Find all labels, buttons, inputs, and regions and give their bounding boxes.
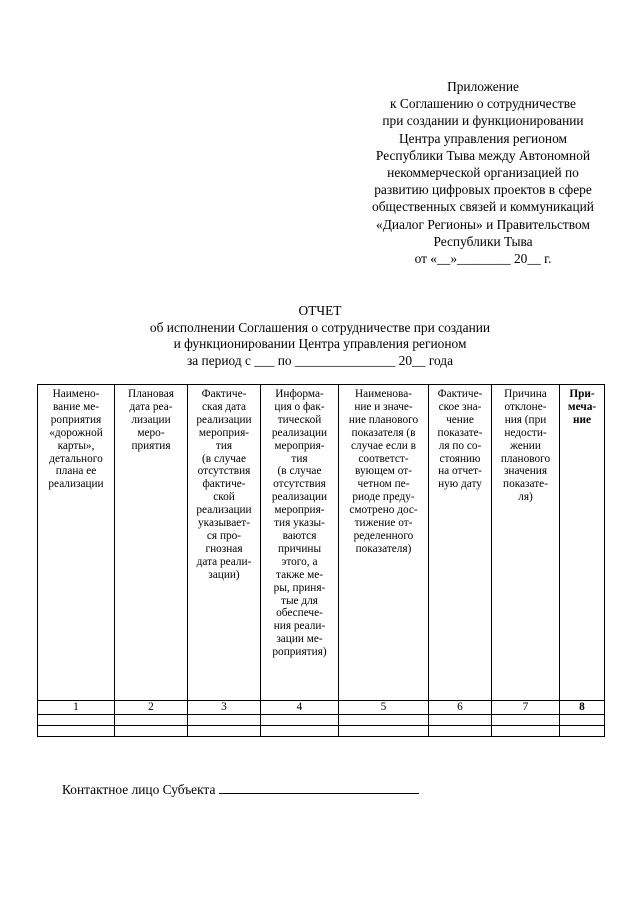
appendix-date-line: от «__»________ 20__ г. <box>414 251 552 267</box>
table-cell <box>188 715 261 726</box>
column-number: 2 <box>115 701 188 715</box>
table-cell <box>429 715 492 726</box>
header-cell-planned-date <box>115 385 188 701</box>
table-cell <box>339 715 429 726</box>
table-cell <box>261 726 339 737</box>
header-cell-note <box>560 385 605 701</box>
appendix-line: при создании и функционировании <box>382 113 584 129</box>
table-cell <box>492 726 560 737</box>
appendix-line: Центра управления регионом <box>399 130 567 146</box>
header-text: При- меча- ние <box>567 388 597 426</box>
header-text: Фактиче- ское зна- чение показате- ля по со- стоянию на отчет- ную дату <box>437 388 483 491</box>
table-empty-row <box>38 726 605 737</box>
appendix-line: общественных связей и коммуникаций <box>372 199 594 215</box>
appendix-line: некоммерческой организацией по <box>387 165 579 181</box>
table-cell <box>38 726 115 737</box>
appendix-line: Приложение <box>447 79 519 94</box>
report-subtitle-line: и функционировании Центра управления регионом <box>173 336 467 352</box>
header-cell-actual-value <box>429 385 492 701</box>
table-header-row <box>38 385 605 701</box>
column-number: 5 <box>339 701 429 715</box>
report-period-line: за период с ___ по _______________ 20__ года <box>186 352 454 368</box>
table-cell <box>38 715 115 726</box>
header-text: Фактиче- ская дата реализации мероприя- тия (в случае отсутствия фактиче- ской реализации указывает- ся про- гнозная дата реали- зации) <box>196 388 252 581</box>
report-subtitle-line: об исполнении Соглашения о сотрудничестве при создании <box>149 319 491 335</box>
report-title-block <box>120 303 520 369</box>
header-text: Причина отклоне- ния (при недости- жении планового значения показате- ля) <box>500 388 551 504</box>
table-empty-row <box>38 715 605 726</box>
table-cell <box>115 726 188 737</box>
column-number: 6 <box>429 701 492 715</box>
header-cell-deviation-reason <box>492 385 560 701</box>
table-cell <box>115 715 188 726</box>
header-cell-event-name <box>38 385 115 701</box>
appendix-line: к Соглашению о сотрудничестве <box>390 96 576 112</box>
header-text: Наименова- ние и значе- ние планового показателя (в случае если в соответст- вующем от- четном пе- риоде преду- смотрено дос- тижение от- ределенного показателя) <box>348 388 419 555</box>
table-cell <box>261 715 339 726</box>
table-cell <box>560 715 605 726</box>
header-text: Плановая дата реа- лизации меро- приятия <box>128 388 174 452</box>
header-cell-implementation-info <box>261 385 339 701</box>
column-number: 7 <box>492 701 560 715</box>
column-number: 8 <box>560 701 605 715</box>
contact-blank-line <box>219 780 419 794</box>
table-cell <box>492 715 560 726</box>
header-cell-actual-date <box>188 385 261 701</box>
header-text: Наимено- вание ме- роприятия «дорожной карты», детального плана ее реализации <box>48 388 104 491</box>
column-number: 1 <box>38 701 115 715</box>
table-cell <box>429 726 492 737</box>
contact-label: Контактное лицо Субъекта <box>62 782 216 797</box>
header-cell-planned-indicator <box>339 385 429 701</box>
appendix-block <box>330 78 636 267</box>
appendix-line: Республики Тыва <box>433 233 533 249</box>
appendix-line: развитию цифровых проектов в сфере <box>374 182 592 198</box>
table-cell <box>560 726 605 737</box>
appendix-line: «Диалог Регионы» и Правительством <box>376 216 590 232</box>
header-text: Информа- ция о фак- тической реализации мероприя- тия (в случае отсутствия реализации мероприя- тия указы- ваются причины этого, а также ме- ры, приня- тые для обеспече- ния реали- зации ме- роприятия) <box>271 388 328 659</box>
table-cell <box>188 726 261 737</box>
column-number: 3 <box>188 701 261 715</box>
table-cell <box>339 726 429 737</box>
appendix-line: Республики Тыва между Автономной <box>375 147 591 163</box>
report-title: ОТЧЕТ <box>298 303 342 318</box>
table-number-row <box>38 701 605 715</box>
contact-line <box>62 780 419 798</box>
column-number: 4 <box>261 701 339 715</box>
report-table <box>37 384 605 737</box>
